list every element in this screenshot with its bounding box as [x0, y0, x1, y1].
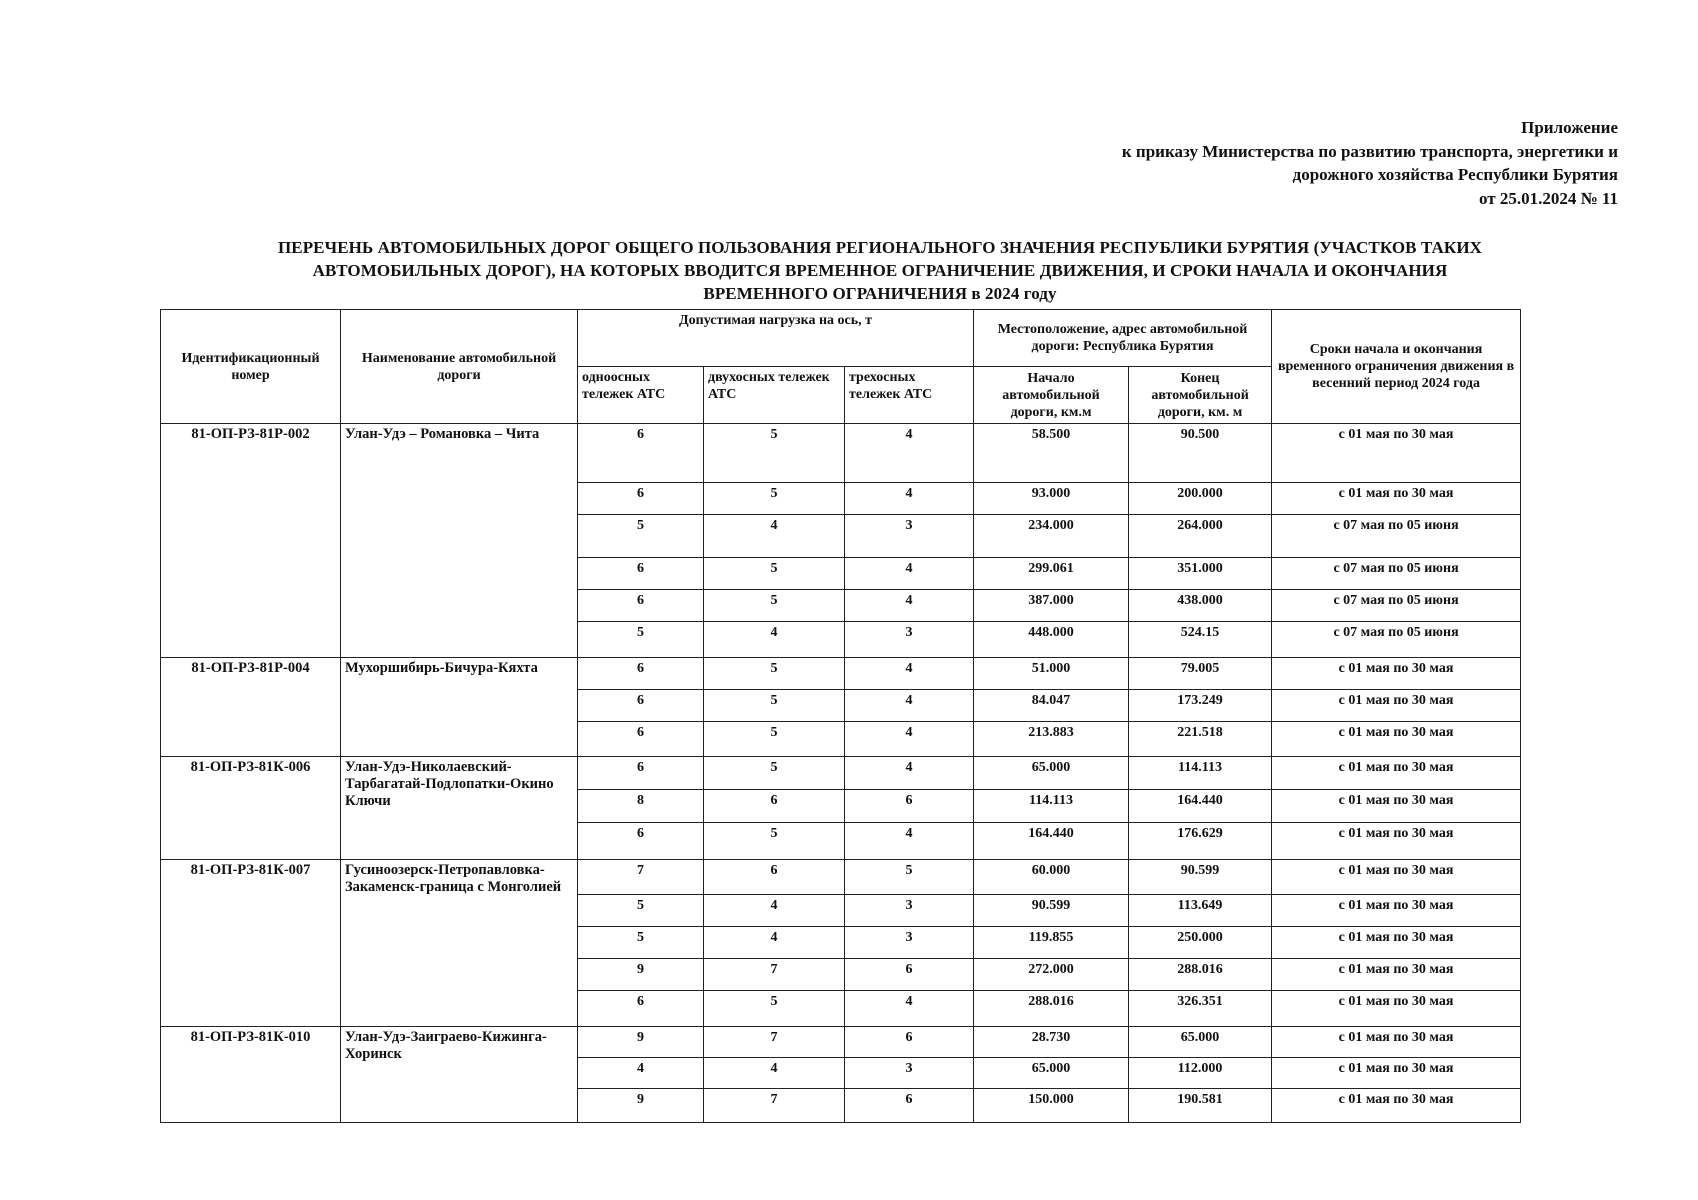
period-cell: с 01 мая по 30 мая	[1272, 1058, 1521, 1089]
load-single-cell: 5	[578, 927, 704, 959]
end-km-cell: 112.000	[1129, 1058, 1272, 1089]
load-single-cell: 5	[578, 622, 704, 658]
load-single-cell: 6	[578, 483, 704, 515]
load-double-cell: 7	[704, 959, 845, 991]
table-row	[161, 1027, 1521, 1058]
end-km-cell: 90.599	[1129, 860, 1272, 895]
road-name-cell: Улан-Удэ-Заиграево-Кижинга-Хоринск	[341, 1027, 578, 1123]
road-name-cell: Улан-Удэ – Романовка – Чита	[341, 424, 578, 658]
load-double-cell: 4	[704, 622, 845, 658]
appendix-line: Приложение	[1521, 118, 1618, 137]
load-double-cell: 5	[704, 757, 845, 790]
period-cell: с 01 мая по 30 мая	[1272, 991, 1521, 1027]
end-km-cell: 326.351	[1129, 991, 1272, 1027]
road-name-cell: Улан-Удэ-Николаевский-Тарбагатай-Подлопатки-Окино Ключи	[341, 757, 578, 860]
load-double-cell: 5	[704, 658, 845, 690]
load-triple-cell: 6	[845, 1027, 974, 1058]
end-km-cell: 264.000	[1129, 515, 1272, 558]
load-single-cell: 6	[578, 690, 704, 722]
start-km-cell: 114.113	[974, 790, 1129, 823]
period-cell: с 01 мая по 30 мая	[1272, 483, 1521, 515]
load-single-cell: 6	[578, 590, 704, 622]
load-single-cell: 6	[578, 991, 704, 1027]
load-triple-cell: 5	[845, 860, 974, 895]
end-km-cell: 200.000	[1129, 483, 1272, 515]
load-triple-cell: 6	[845, 959, 974, 991]
header-axle-load: Допустимая нагрузка на ось, т	[578, 310, 974, 367]
period-cell: с 07 мая по 05 июня	[1272, 558, 1521, 590]
start-km-cell: 272.000	[974, 959, 1129, 991]
road-id-cell: 81-ОП-РЗ-81Р-004	[161, 658, 341, 757]
header-load-triple: трехосных тележек АТС	[845, 367, 974, 424]
end-km-cell: 90.500	[1129, 424, 1272, 483]
load-single-cell: 9	[578, 1089, 704, 1123]
header-id: Идентификационный номер	[161, 310, 341, 424]
start-km-cell: 448.000	[974, 622, 1129, 658]
start-km-cell: 90.599	[974, 895, 1129, 927]
load-double-cell: 5	[704, 823, 845, 860]
header-load-double: двухосных тележек АТС	[704, 367, 845, 424]
start-km-cell: 84.047	[974, 690, 1129, 722]
load-triple-cell: 3	[845, 895, 974, 927]
load-double-cell: 4	[704, 515, 845, 558]
load-triple-cell: 3	[845, 515, 974, 558]
start-km-cell: 65.000	[974, 1058, 1129, 1089]
end-km-cell: 173.249	[1129, 690, 1272, 722]
start-km-cell: 288.016	[974, 991, 1129, 1027]
load-double-cell: 7	[704, 1027, 845, 1058]
header-end-km: Конец автомобильной дороги, км. м	[1129, 367, 1272, 424]
load-double-cell: 5	[704, 483, 845, 515]
load-single-cell: 7	[578, 860, 704, 895]
load-triple-cell: 6	[845, 790, 974, 823]
period-cell: с 01 мая по 30 мая	[1272, 1089, 1521, 1123]
header-load-single: одноосных тележек АТС	[578, 367, 704, 424]
appendix-line: от 25.01.2024 № 11	[1478, 188, 1618, 208]
end-km-cell: 250.000	[1129, 927, 1272, 959]
load-double-cell: 6	[704, 790, 845, 823]
load-triple-cell: 4	[845, 590, 974, 622]
period-cell: с 01 мая по 30 мая	[1272, 927, 1521, 959]
title-line: АВТОМОБИЛЬНЫХ ДОРОГ), НА КОТОРЫХ ВВОДИТСЯ ВРЕМЕННОЕ ОГРАНИЧЕНИЕ ДВИЖЕНИЯ, И СРОКИ НАЧАЛА И ОКОНЧАНИЯ	[312, 261, 1448, 280]
period-cell: с 01 мая по 30 мая	[1272, 959, 1521, 991]
load-single-cell: 6	[578, 558, 704, 590]
title-line: ВРЕМЕННОГО ОГРАНИЧЕНИЯ в 2024 году	[703, 284, 1057, 303]
period-cell: с 01 мая по 30 мая	[1272, 722, 1521, 757]
load-triple-cell: 4	[845, 658, 974, 690]
load-triple-cell: 4	[845, 823, 974, 860]
load-single-cell: 9	[578, 959, 704, 991]
period-cell: с 01 мая по 30 мая	[1272, 860, 1521, 895]
period-cell: с 01 мая по 30 мая	[1272, 823, 1521, 860]
end-km-cell: 79.005	[1129, 658, 1272, 690]
end-km-cell: 524.15	[1129, 622, 1272, 658]
appendix-line: дорожного хозяйства Республики Бурятия	[1292, 165, 1618, 184]
load-triple-cell: 3	[845, 622, 974, 658]
start-km-cell: 234.000	[974, 515, 1129, 558]
table-row	[161, 860, 1521, 895]
period-cell: с 07 мая по 05 июня	[1272, 590, 1521, 622]
load-double-cell: 4	[704, 927, 845, 959]
start-km-cell: 150.000	[974, 1089, 1129, 1123]
period-cell: с 07 мая по 05 июня	[1272, 622, 1521, 658]
header-location: Местоположение, адрес автомобильной дороги: Республика Бурятия	[974, 310, 1272, 367]
end-km-cell: 438.000	[1129, 590, 1272, 622]
load-single-cell: 6	[578, 424, 704, 483]
load-double-cell: 5	[704, 558, 845, 590]
start-km-cell: 28.730	[974, 1027, 1129, 1058]
end-km-cell: 113.649	[1129, 895, 1272, 927]
load-single-cell: 9	[578, 1027, 704, 1058]
start-km-cell: 213.883	[974, 722, 1129, 757]
appendix-block	[1122, 116, 1618, 210]
table-row	[161, 658, 1521, 690]
load-triple-cell: 4	[845, 722, 974, 757]
end-km-cell: 190.581	[1129, 1089, 1272, 1123]
start-km-cell: 164.440	[974, 823, 1129, 860]
load-triple-cell: 4	[845, 558, 974, 590]
load-single-cell: 6	[578, 722, 704, 757]
end-km-cell: 221.518	[1129, 722, 1272, 757]
title-line: ПЕРЕЧЕНЬ АВТОМОБИЛЬНЫХ ДОРОГ ОБЩЕГО ПОЛЬЗОВАНИЯ РЕГИОНАЛЬНОГО ЗНАЧЕНИЯ РЕСПУБЛИКИ БУРЯТИЯ (УЧАСТКОВ ТАКИХ	[277, 238, 1483, 257]
end-km-cell: 65.000	[1129, 1027, 1272, 1058]
load-double-cell: 5	[704, 590, 845, 622]
period-cell: с 01 мая по 30 мая	[1272, 895, 1521, 927]
end-km-cell: 351.000	[1129, 558, 1272, 590]
road-id-cell: 81-ОП-РЗ-81К-007	[161, 860, 341, 1027]
load-triple-cell: 3	[845, 927, 974, 959]
load-triple-cell: 6	[845, 1089, 974, 1123]
road-name-cell: Мухоршибирь-Бичура-Кяхта	[341, 658, 578, 757]
load-single-cell: 5	[578, 515, 704, 558]
load-double-cell: 5	[704, 722, 845, 757]
start-km-cell: 299.061	[974, 558, 1129, 590]
load-double-cell: 5	[704, 690, 845, 722]
header-period: Сроки начала и окончания временного ограничения движения в весенний период 2024 года	[1272, 310, 1521, 424]
period-cell: с 01 мая по 30 мая	[1272, 757, 1521, 790]
load-double-cell: 5	[704, 991, 845, 1027]
header-start-km: Начало автомобильной дороги, км.м	[974, 367, 1129, 424]
load-double-cell: 4	[704, 895, 845, 927]
load-triple-cell: 4	[845, 483, 974, 515]
road-id-cell: 81-ОП-РЗ-81К-006	[161, 757, 341, 860]
load-double-cell: 6	[704, 860, 845, 895]
load-single-cell: 8	[578, 790, 704, 823]
load-double-cell: 7	[704, 1089, 845, 1123]
document-title	[150, 236, 1610, 305]
end-km-cell: 164.440	[1129, 790, 1272, 823]
start-km-cell: 51.000	[974, 658, 1129, 690]
period-cell: с 01 мая по 30 мая	[1272, 658, 1521, 690]
table-row	[161, 424, 1521, 483]
end-km-cell: 288.016	[1129, 959, 1272, 991]
load-triple-cell: 4	[845, 991, 974, 1027]
load-single-cell: 6	[578, 757, 704, 790]
load-single-cell: 5	[578, 895, 704, 927]
restrictions-table	[160, 309, 1521, 1123]
appendix-line: к приказу Министерства по развитию транспорта, энергетики и	[1121, 141, 1618, 161]
period-cell: с 01 мая по 30 мая	[1272, 1027, 1521, 1058]
road-name-cell: Гусиноозерск-Петропавловка-Закаменск-граница с Монголией	[341, 860, 578, 1027]
table-row	[161, 757, 1521, 790]
table-body	[161, 424, 1521, 1123]
start-km-cell: 119.855	[974, 927, 1129, 959]
start-km-cell: 387.000	[974, 590, 1129, 622]
period-cell: с 01 мая по 30 мая	[1272, 424, 1521, 483]
load-triple-cell: 3	[845, 1058, 974, 1089]
header-road-name: Наименование автомобильной дороги	[341, 310, 578, 424]
load-triple-cell: 4	[845, 690, 974, 722]
start-km-cell: 65.000	[974, 757, 1129, 790]
road-id-cell: 81-ОП-РЗ-81Р-002	[161, 424, 341, 658]
period-cell: с 01 мая по 30 мая	[1272, 790, 1521, 823]
load-single-cell: 6	[578, 658, 704, 690]
load-double-cell: 4	[704, 1058, 845, 1089]
load-single-cell: 6	[578, 823, 704, 860]
start-km-cell: 60.000	[974, 860, 1129, 895]
road-id-cell: 81-ОП-РЗ-81К-010	[161, 1027, 341, 1123]
end-km-cell: 176.629	[1129, 823, 1272, 860]
period-cell: с 01 мая по 30 мая	[1272, 690, 1521, 722]
start-km-cell: 58.500	[974, 424, 1129, 483]
start-km-cell: 93.000	[974, 483, 1129, 515]
load-triple-cell: 4	[845, 424, 974, 483]
load-triple-cell: 4	[845, 757, 974, 790]
end-km-cell: 114.113	[1129, 757, 1272, 790]
period-cell: с 07 мая по 05 июня	[1272, 515, 1521, 558]
load-double-cell: 5	[704, 424, 845, 483]
load-single-cell: 4	[578, 1058, 704, 1089]
